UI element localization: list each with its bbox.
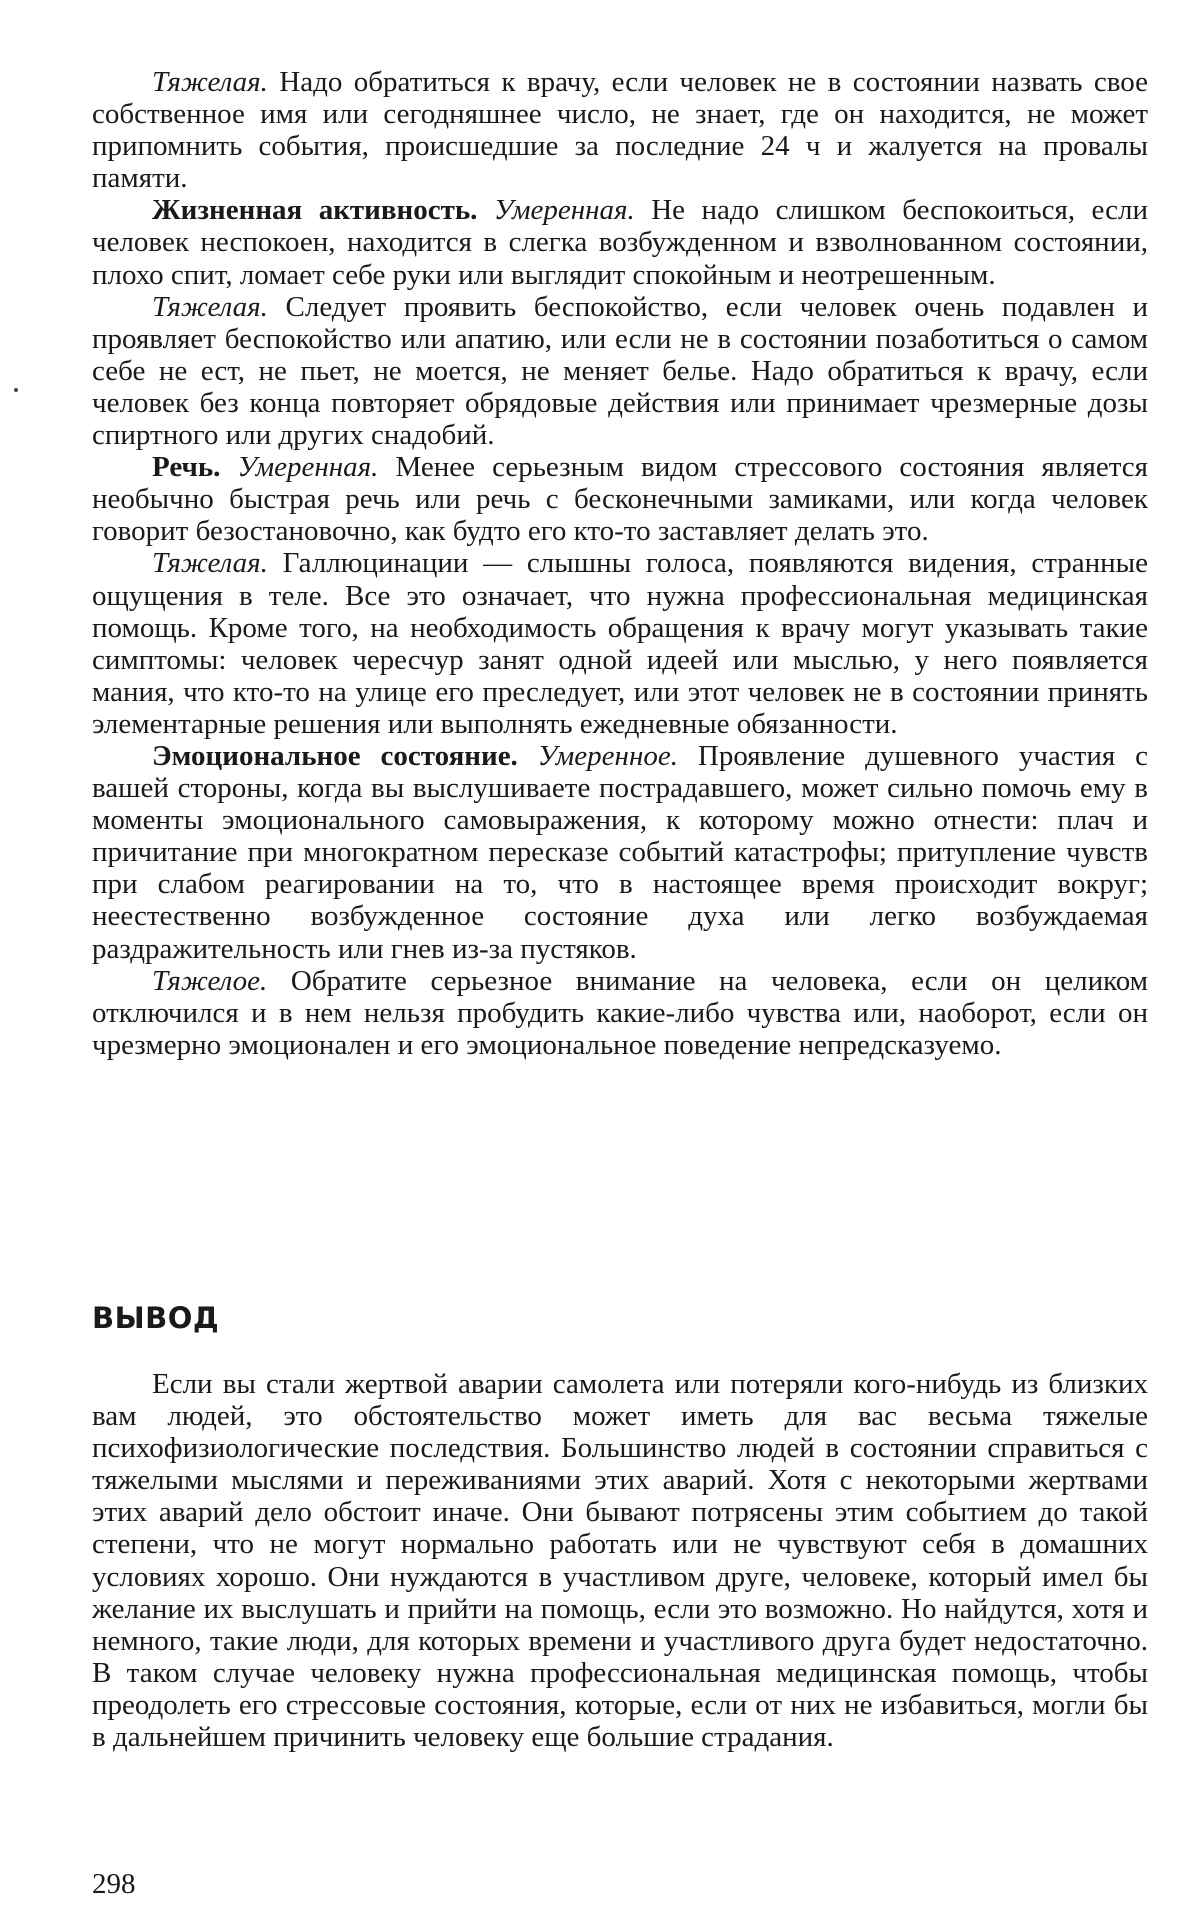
- severity-label: Умеренная.: [237, 451, 379, 484]
- topic-title: Жизненная активность.: [152, 194, 478, 227]
- memory-severe-paragraph: [92, 66, 1148, 194]
- conclusion-section: [92, 1368, 1148, 1753]
- topic-title: Речь.: [152, 451, 221, 484]
- scan-speck: [14, 388, 18, 392]
- conclusion-heading: ВЫВОД: [92, 1301, 220, 1335]
- emotion-moderate-paragraph: [92, 740, 1148, 965]
- speech-severe-paragraph: [92, 547, 1148, 740]
- symptoms-section: [92, 66, 1148, 1061]
- topic-title: Эмоциональное состояние.: [152, 739, 518, 772]
- severity-label: Тяжелая.: [152, 66, 268, 98]
- paragraph-text: Надо обратиться к врачу, если человек не в состоянии назвать свое собственное имя или сегодняшнее число, не знает, где он находится, не может припомнить события, происшедшие за последние 24 ч и жалуется на провалы памяти.: [92, 66, 1148, 195]
- paragraph-text: Проявление душевного участия с вашей стороны, когда вы выслушиваете пострадавшего, может сильно помочь ему в моменты эмоционального самовыражения, к которому можно отнести: плач и причитание при многократном пересказе событий катастрофы; притупление чувств при слабом реагировании на то, что в настоящее время происходит вокруг; неестественно возбужденное состояние духа или легко возбуждаемая раздражительность или гнев из-за пустяков.: [92, 739, 1148, 965]
- activity-moderate-paragraph: [92, 194, 1148, 290]
- conclusion-paragraph: Если вы стали жертвой аварии самолета или потеряли кого-нибудь из близких вам людей, это обстоятельство может иметь для вас весьма тяжелые психофизиологические последствия. Большинство людей в состоянии справиться с тяжелыми мыслями и переживаниями этих аварий. Хотя с некоторыми жертвами этих аварий дело обстоит иначе. Они бывают потрясены этим событием до такой степени, что не могут нормально работать или не чувствуют себя в домашних условиях хорошо. Они нуждаются в участливом друге, человеке, который имел бы желание их выслушать и прийти на помощь, если это возможно. Но найдутся, хотя и немного, такие люди, для которых времени и участливого друга будет недостаточно. В таком случае человеку нужна профессиональная медицинская помощь, чтобы преодолеть его стрессовые состояния, которые, если от них не избавиться, могли бы в дальнейшем причинить человеку еще большие страдания.: [92, 1368, 1148, 1754]
- paragraph-text: Следует проявить беспокойство, если человек очень подавлен и проявляет беспокойство или апатию, или если не в состоянии позаботиться о самом себе не ест, не пьет, не моется, не меняет белье. Надо обратиться к врачу, если человек без конца повторяет обрядовые действия или принимает чрезмерные дозы спиртного или других снадобий.: [92, 290, 1148, 452]
- paragraph-text: Не надо слишком беспокоиться, если человек неспокоен, находится в слегка возбужденном и взволнованном состоянии, плохо спит, ломает себе руки или выглядит спокойным и неотрешенным.: [92, 194, 1148, 291]
- emotion-severe-paragraph: [92, 965, 1148, 1061]
- severity-label: Тяжелая.: [152, 547, 268, 580]
- severity-label: Умеренное.: [537, 739, 678, 772]
- paragraph-text: Обратите серьезное внимание на человека, если он целиком отключился и в нем нельзя пробудить какие-либо чувства или, наоборот, если он чрезмерно эмоционален и его эмоциональное поведение непредсказуемо.: [92, 964, 1148, 1061]
- activity-severe-paragraph: [92, 291, 1148, 451]
- paragraph-text: Галлюцинации — слышны голоса, появляются видения, странные ощущения в теле. Все это означает, что нужна профессиональная медицинская помощь. Кроме того, на необходимость обращения к врачу могут указывать такие симптомы: человек чересчур занят одной идеей или мыслью, у него появляется мания, что кто-то на улице его преследует, или этот человек не в состоянии принять элементарные решения или выполнять ежедневные обязанности.: [92, 547, 1148, 740]
- paragraph-text: Менее серьезным видом стрессового состояния является необычно быстрая речь или речь с бесконечными замиками, или когда человек говорит безостановочно, как будто его кто-то заставляет делать это.: [92, 451, 1149, 548]
- severity-label: Тяжелая.: [152, 290, 268, 323]
- severity-label: Умеренная.: [493, 194, 635, 227]
- speech-moderate-paragraph: [92, 451, 1148, 547]
- page-number: 298: [92, 1868, 136, 1900]
- severity-label: Тяжелое.: [152, 964, 268, 997]
